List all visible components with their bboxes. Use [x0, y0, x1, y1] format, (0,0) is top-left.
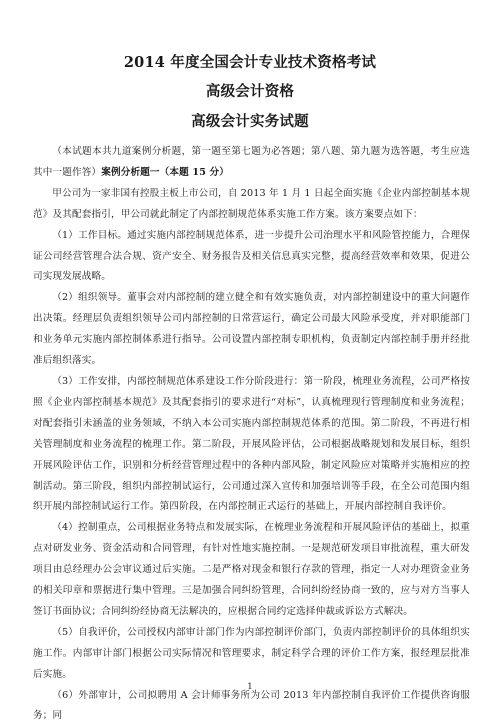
page-number: 1 [247, 682, 253, 692]
case-heading: 案例分析题一（本题 15 分） [101, 166, 230, 178]
paragraph-3: （2）组织领导。董事会对内部控制的建立健全和有效实施负责，对内部控制建设中的重大问题作出决策。经理层负责组织领导公司内部控制的日常营运行，确定公司最大风险承受度，并对职能部门和业务单元实施内部控制体系进行指导。公司设置内部控制专职机构，负责制定内部控制手册并经批准后组织落实。 [33, 292, 470, 367]
document-title: 2014 年度全国会计专业技术资格考试 [123, 54, 377, 71]
document-subtitle: 高级会计资格 [205, 83, 295, 100]
paragraph-4: （3）工作安排，内部控制规范体系建设工作分阶段进行：第一阶段，梳理业务流程，公司严格按照《企业内部控制基本规范》及其配套指引的要求进行“对标”，认真梳理现行管理制度和业务流程；对配套指引未涵盖的业务领域，不纳入本公司实施内部控制规范体系的范围。第二阶段，不再进行相关管理制度和业务流程的梳理工作。第二阶段，开展风险评估，公司根据战略规划和发展目标，组织开展风险评估工作，识别和分析经营管理过程中的各种内部风险，制定风险应对策略并实施相应的控制活动。第三阶段，组织内部控制试运行，公司通过深入宣传和加强培训等手段，在全公司范围内组织开展内部控制试运行工作。第四阶段，在内部控制正式运行的基础上，开展内部控制自我评价。 [33, 375, 470, 513]
paragraph-7: （6）外部审计，公司拟聘用 A 会计师事务所为公司 2013 年内部控制自我评价工作提供咨询服务；同 [33, 689, 470, 722]
exam-name: 高级会计实务试题 [191, 113, 309, 130]
paragraph-5: （4）控制重点，公司根据业务特点和发展实际，在梳理业务流程和开展风险评估的基础上，拟重点对研发业务、资金活动和合同管理，有针对性地实施控制。一是规范研发项目审批流程，重大研发项目由总经理办公会审议通过后实施。二是严格对现金和银行存款的管理，指定一人对办理资金业务的相关印章和票据进行集中管理。三是加强合同纠纷管理，合同纠纷经协商一致的，应与对方当事人签订书面协议；合同纠纷经协商无法解决的，应根据合同约定选择仲裁或诉讼方式解决。 [33, 522, 470, 617]
intro-text: （本试题本共九道案例分析题，第一题至第七题为必答题；第八题、第九题为选答题，考生应选其中一题作答） [33, 146, 470, 178]
paragraph-2: （1）工作目标。通过实施内部控制规范体系，进一步提升公司治理水平和风险管控能力，合理保证公司经营管理合法合规、资产安全、财务报告及相关信息真实完整，提高经营效率和效果，促进公司实现发展战略。 [33, 229, 470, 283]
paragraph-6: （5）自我评价，公司授权内部审计部门作为内部控制评价部门，负责内部控制评价的具体组织实施工作。内部审计部门根据公司实际情况和管理要求，制定科学合理的评价工作方案，报经理层批准后实施。 [33, 626, 470, 680]
document-body [33, 142, 470, 727]
intro-paragraph [33, 142, 470, 184]
paragraph-1: 甲公司为一家非国有控股主板上市公司，自 2013 年 1 月 1 日起全面实施《企业内部控制基本规范》及其配套指引，甲公司就此制定了内部控制规范体系实施工作方案。该方案要点如下： [33, 187, 470, 220]
